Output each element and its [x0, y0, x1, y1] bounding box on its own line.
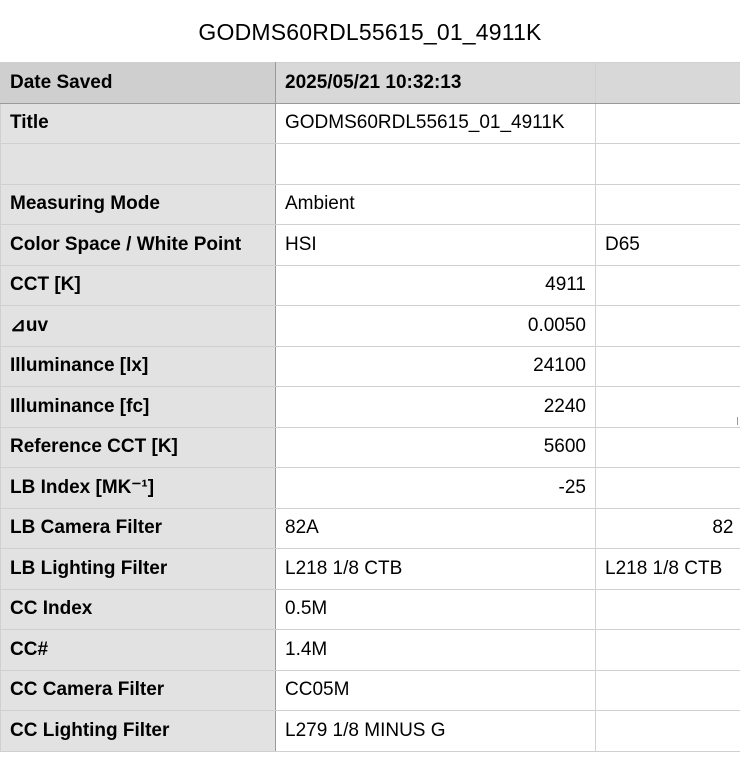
- cell-label[interactable]: LB Index [MK⁻¹]: [1, 468, 276, 509]
- cell-label[interactable]: Reference CCT [K]: [1, 427, 276, 468]
- cell-label[interactable]: Color Space / White Point: [1, 225, 276, 266]
- cell-label[interactable]: CC Index: [1, 589, 276, 630]
- cell-extra[interactable]: [596, 468, 740, 509]
- cell-value[interactable]: 0.0050: [276, 306, 596, 347]
- cell-extra[interactable]: [596, 387, 740, 428]
- cell-extra[interactable]: [596, 711, 740, 752]
- cell-label[interactable]: CC Lighting Filter: [1, 711, 276, 752]
- cell-label[interactable]: CC#: [1, 630, 276, 671]
- cell-extra[interactable]: [596, 346, 740, 387]
- table-row: [1, 225, 740, 266]
- cell-value[interactable]: HSI: [276, 225, 596, 266]
- cell-value[interactable]: 2240: [276, 387, 596, 428]
- cell-value[interactable]: [276, 144, 596, 185]
- cell-extra[interactable]: [596, 630, 740, 671]
- cell-value[interactable]: 1.4M: [276, 630, 596, 671]
- table-row: [1, 184, 740, 225]
- scroll-edge-indicator: [737, 417, 738, 425]
- table-row: [1, 549, 740, 590]
- table-row: [1, 144, 740, 185]
- table-row: [1, 346, 740, 387]
- cell-value[interactable]: 2025/05/21 10:32:13: [276, 63, 596, 104]
- cell-value[interactable]: Ambient: [276, 184, 596, 225]
- header-row: [1, 63, 740, 104]
- table-row: [1, 387, 740, 428]
- cell-value[interactable]: 24100: [276, 346, 596, 387]
- table-row: [1, 306, 740, 347]
- table-row: [1, 711, 740, 752]
- cell-label[interactable]: Illuminance [fc]: [1, 387, 276, 428]
- cell-label[interactable]: CC Camera Filter: [1, 670, 276, 711]
- cell-extra[interactable]: [596, 184, 740, 225]
- cell-extra[interactable]: [596, 144, 740, 185]
- cell-extra[interactable]: 82: [596, 508, 740, 549]
- document-title: GODMS60RDL55615_01_4911K: [198, 19, 542, 45]
- cell-extra[interactable]: [596, 265, 740, 306]
- data-table: [0, 62, 740, 752]
- cell-label[interactable]: Date Saved: [1, 63, 276, 104]
- cell-extra[interactable]: [596, 427, 740, 468]
- cell-label[interactable]: ⊿uv: [1, 306, 276, 347]
- cell-label[interactable]: Measuring Mode: [1, 184, 276, 225]
- cell-label[interactable]: CCT [K]: [1, 265, 276, 306]
- cell-extra[interactable]: [596, 103, 740, 144]
- cell-value[interactable]: L218 1/8 CTB: [276, 549, 596, 590]
- cell-value[interactable]: 82A: [276, 508, 596, 549]
- cell-extra[interactable]: L218 1/8 CTB: [596, 549, 740, 590]
- cell-extra[interactable]: D65: [596, 225, 740, 266]
- cell-value[interactable]: 0.5M: [276, 589, 596, 630]
- cell-value[interactable]: L279 1/8 MINUS G: [276, 711, 596, 752]
- table-row: [1, 589, 740, 630]
- table-row: [1, 427, 740, 468]
- cell-extra[interactable]: [596, 589, 740, 630]
- cell-label[interactable]: LB Camera Filter: [1, 508, 276, 549]
- table-row: [1, 670, 740, 711]
- spreadsheet: [0, 62, 740, 752]
- table-row: [1, 508, 740, 549]
- cell-value[interactable]: -25: [276, 468, 596, 509]
- cell-value[interactable]: 4911: [276, 265, 596, 306]
- cell-label[interactable]: [1, 144, 276, 185]
- cell-extra[interactable]: [596, 670, 740, 711]
- cell-label[interactable]: Illuminance [lx]: [1, 346, 276, 387]
- table-row: [1, 265, 740, 306]
- cell-value[interactable]: CC05M: [276, 670, 596, 711]
- cell-extra[interactable]: [596, 306, 740, 347]
- cell-value[interactable]: 5600: [276, 427, 596, 468]
- cell-label[interactable]: LB Lighting Filter: [1, 549, 276, 590]
- table-row: [1, 630, 740, 671]
- cell-extra[interactable]: [596, 63, 740, 104]
- table-row: [1, 103, 740, 144]
- cell-label[interactable]: Title: [1, 103, 276, 144]
- cell-value[interactable]: GODMS60RDL55615_01_4911K: [276, 103, 596, 144]
- table-row: [1, 468, 740, 509]
